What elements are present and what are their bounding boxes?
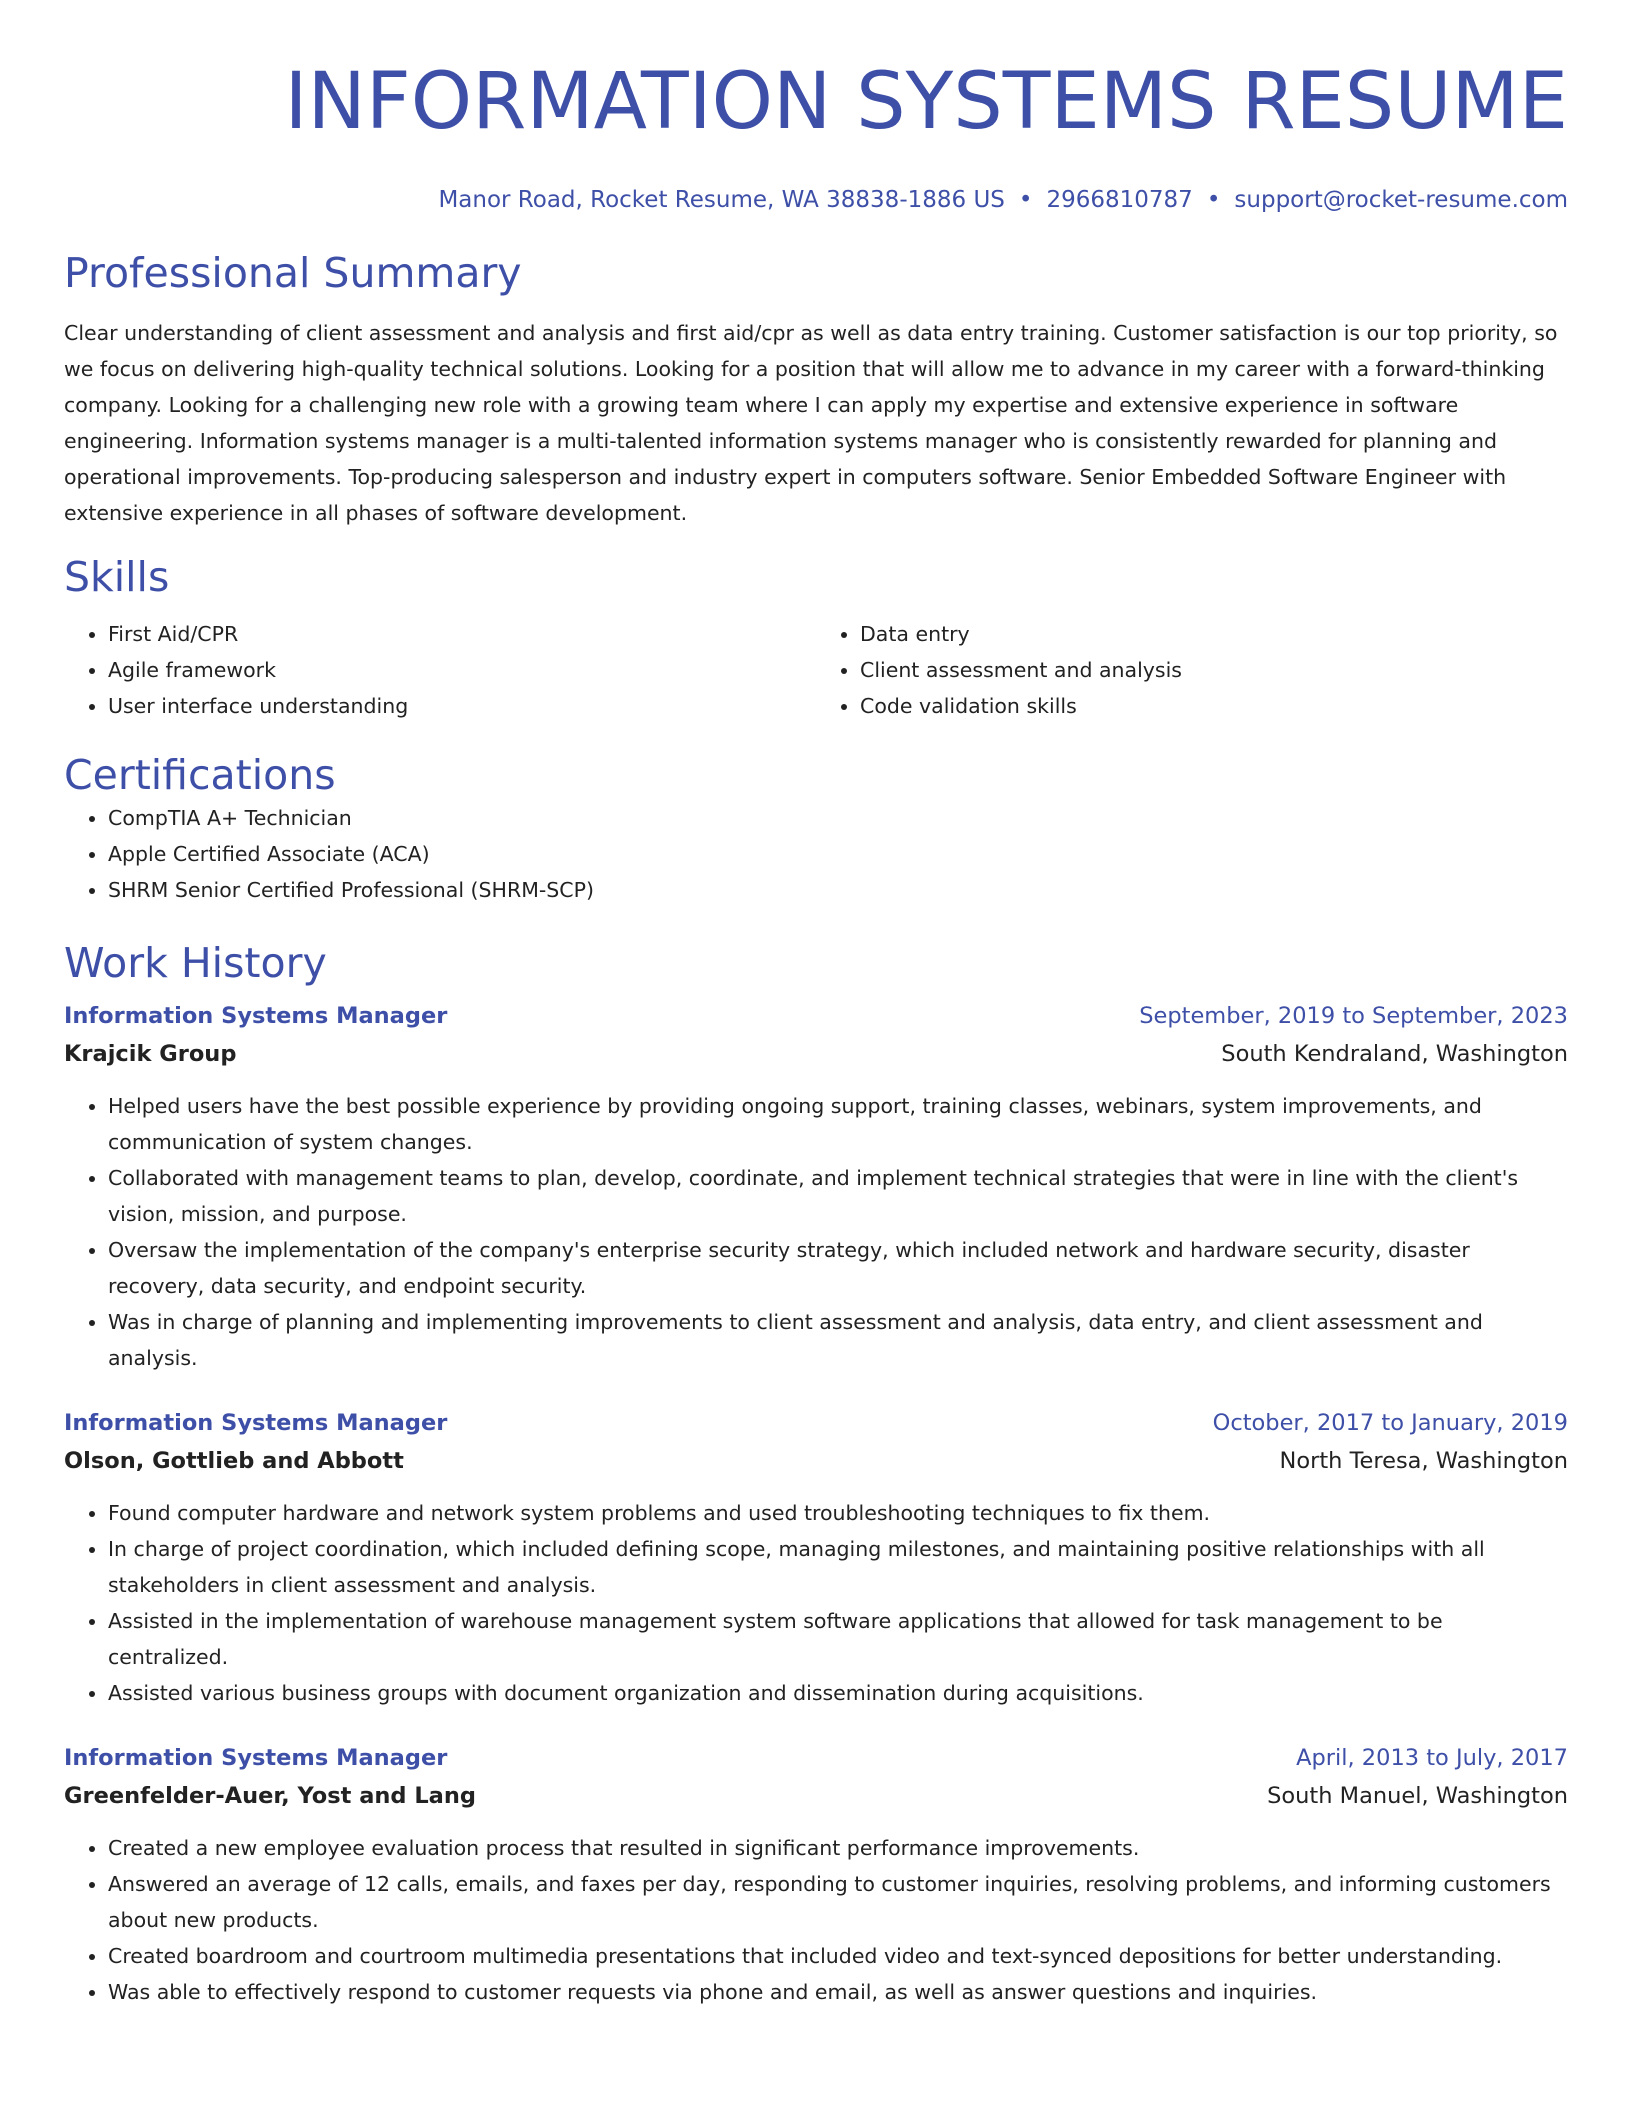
- job-title: Information Systems Manager: [64, 1003, 448, 1029]
- job-company: Greenfelder-Auer, Yost and Lang: [64, 1783, 476, 1809]
- resume-page: [64, 0, 1568, 2010]
- skill-item: • Data entry: [860, 616, 1568, 652]
- work-history-heading: Work History: [64, 939, 327, 987]
- job-company: Olson, Gottlieb and Abbott: [64, 1448, 404, 1474]
- certifications-list: [64, 800, 1568, 908]
- job-bullet: • In charge of project coordination, which included defining scope, managing milestones, and maintaining positive relationships with all stakeholders in client assessment and analysis.: [108, 1531, 1568, 1603]
- job-bullet: • Answered an average of 12 calls, emails, and faxes per day, responding to customer inquiries, resolving problems, and informing customers about new products.: [108, 1866, 1568, 1938]
- skills-heading: Skills: [64, 553, 170, 601]
- job-dates: September, 2019 to September, 2023: [1139, 1003, 1568, 1029]
- job-header-row: [64, 1405, 1568, 1441]
- job-bullet: • Helped users have the best possible experience by providing ongoing support, training classes, webinars, system improvements, and communication of system changes.: [108, 1088, 1568, 1160]
- skill-item: • Code validation skills: [860, 688, 1568, 724]
- job-bullets: [64, 1088, 1568, 1376]
- job-location: South Kendraland, Washington: [1221, 1041, 1568, 1067]
- job-entry: [64, 1405, 1568, 1711]
- job-title: Information Systems Manager: [64, 1745, 448, 1771]
- job-entry: [64, 1740, 1568, 2010]
- job-company-row: [64, 1034, 1568, 1074]
- job-bullet: • Was able to effectively respond to customer requests via phone and email, as well as answer questions and inquiries.: [108, 1974, 1568, 2010]
- job-bullet: • Created a new employee evaluation process that resulted in significant performance improvements.: [108, 1830, 1568, 1866]
- job-header-row: [64, 998, 1568, 1034]
- job-location: South Manuel, Washington: [1267, 1783, 1568, 1809]
- contact-phone: 2966810787: [1046, 187, 1193, 213]
- skill-item: • Agile framework: [108, 652, 816, 688]
- job-bullet: • Collaborated with management teams to plan, develop, coordinate, and implement technical strategies that were in line with the client's vision, mission, and purpose.: [108, 1160, 1568, 1232]
- job-bullet: • Assisted in the implementation of warehouse management system software applications that allowed for task management to be centralized.: [108, 1603, 1568, 1675]
- contact-separator: •: [1206, 187, 1221, 213]
- certification-item: • CompTIA A+ Technician: [108, 800, 1568, 836]
- job-dates: October, 2017 to January, 2019: [1212, 1410, 1568, 1436]
- job-bullet: • Created boardroom and courtroom multimedia presentations that included video and text-synced depositions for better understanding.: [108, 1938, 1568, 1974]
- job-title: Information Systems Manager: [64, 1410, 448, 1436]
- skills-columns: [64, 616, 1568, 724]
- job-header-row: [64, 1740, 1568, 1776]
- job-dates: April, 2013 to July, 2017: [1296, 1745, 1568, 1771]
- summary-heading: Professional Summary: [64, 249, 522, 297]
- job-company-row: [64, 1776, 1568, 1816]
- skills-list-right: [816, 616, 1568, 724]
- certification-item: • SHRM Senior Certified Professional (SHRM-SCP): [108, 872, 1568, 908]
- contact-email: support@rocket-resume.com: [1234, 187, 1568, 213]
- job-bullets: [64, 1830, 1568, 2010]
- job-bullet: • Was in charge of planning and implementing improvements to client assessment and analysis, data entry, and client assessment and analysis.: [108, 1304, 1568, 1376]
- certification-item: • Apple Certified Associate (ACA): [108, 836, 1568, 872]
- summary-text: Clear understanding of client assessment and analysis and first aid/cpr as well as data entry training. Customer satisfaction is our top priority, so we focus on delivering high-quality technical solutions. Looking for a position that will allow me to advance in my career with a forward-thinking company. Looking for a challenging new role with a growing team where I can apply my expertise and extensive experience in software engineering. Information systems manager is a multi-talented information systems manager who is consistently rewarded for planning and operational improvements. Top-producing salesperson and industry expert in computers software. Senior Embedded Software Engineer with extensive experience in all phases of software development.: [64, 321, 1558, 525]
- job-bullet: • Assisted various business groups with document organization and dissemination during acquisitions.: [108, 1675, 1568, 1711]
- job-bullets: [64, 1495, 1568, 1711]
- contact-line: [64, 186, 1568, 214]
- contact-separator: •: [1018, 187, 1033, 213]
- skill-item: • Client assessment and analysis: [860, 652, 1568, 688]
- job-company: Krajcik Group: [64, 1041, 237, 1067]
- job-bullet: • Oversaw the implementation of the company's enterprise security strategy, which included network and hardware security, disaster recovery, data security, and endpoint security.: [108, 1232, 1568, 1304]
- job-entry: [64, 998, 1568, 1376]
- skills-list-left: [64, 616, 816, 724]
- job-location: North Teresa, Washington: [1279, 1448, 1568, 1474]
- skill-item: • User interface understanding: [108, 688, 816, 724]
- job-company-row: [64, 1441, 1568, 1481]
- job-bullet: • Found computer hardware and network system problems and used troubleshooting techniques to fix them.: [108, 1495, 1568, 1531]
- skill-item: • First Aid/CPR: [108, 616, 816, 652]
- resume-title: INFORMATION SYSTEMS RESUME: [284, 57, 1568, 147]
- contact-address: Manor Road, Rocket Resume, WA 38838-1886 US: [438, 187, 1005, 213]
- certifications-heading: Certifications: [64, 751, 336, 799]
